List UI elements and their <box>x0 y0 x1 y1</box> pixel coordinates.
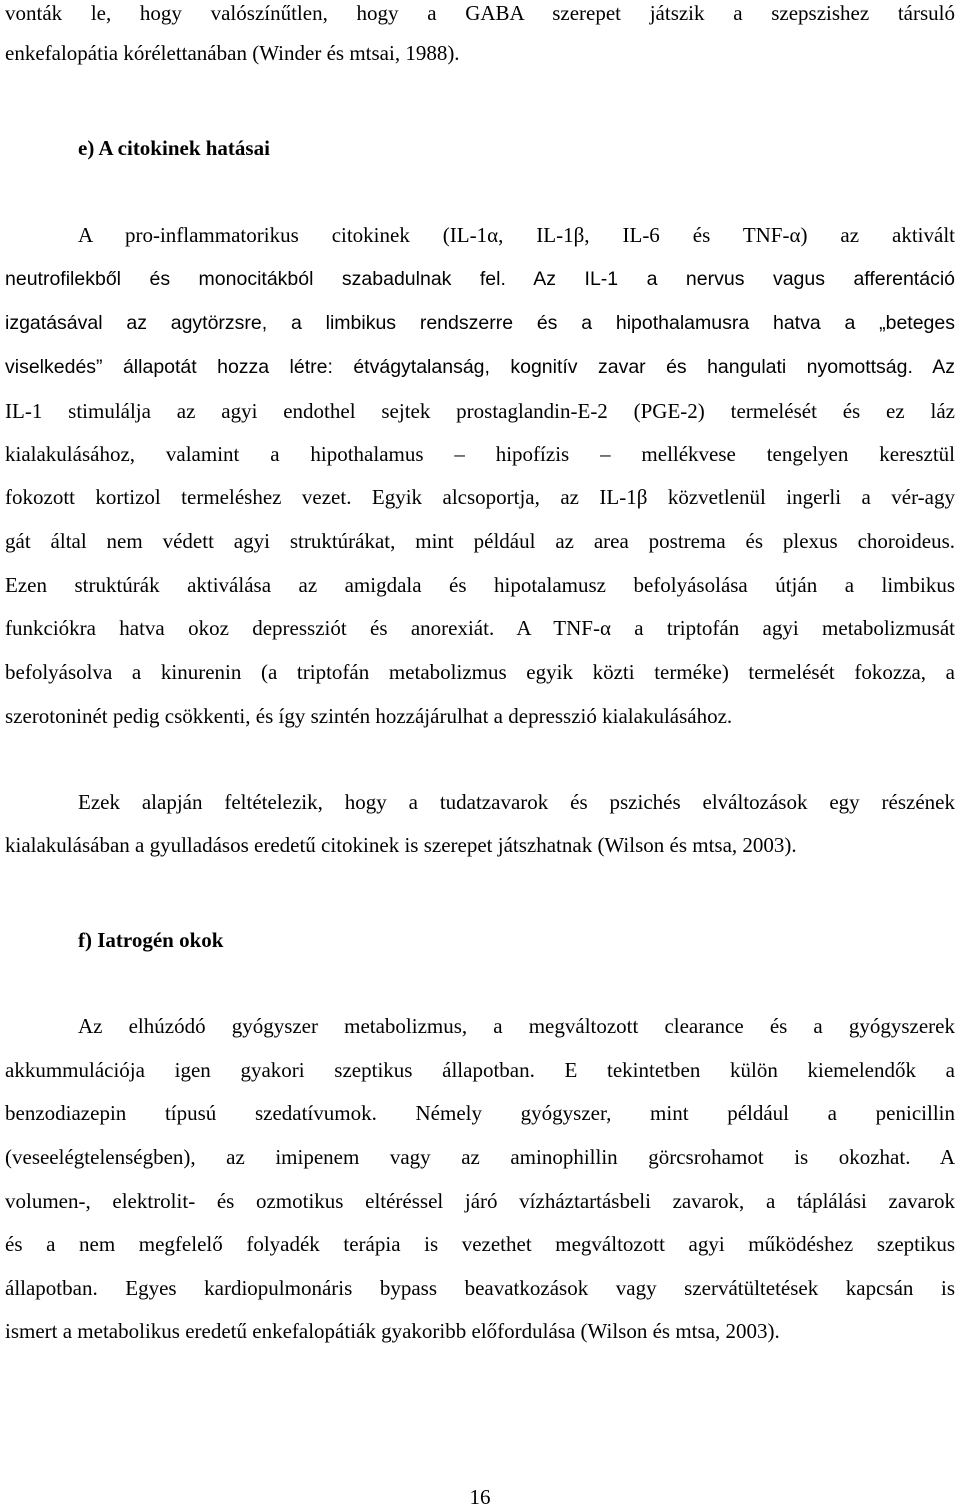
paragraph-line: neutrofilekből és monocitákból szabadulnak fel. Az IL-1 a nervus vagus afferentáció <box>5 268 955 290</box>
page-number: 16 <box>469 1485 491 1509</box>
paragraph-line: A pro-inflammatorikus citokinek (IL-1α, IL-1β, IL-6 és TNF-α) az aktivált <box>78 223 955 247</box>
paragraph-line: funkciókra hatva okoz depressziót és anorexiát. A TNF-α a triptofán agyi metabolizmusát <box>5 616 955 640</box>
paragraph-line: Ezen struktúrák aktiválása az amigdala és hipotalamusz befolyásolása útján a limbikus <box>5 573 955 597</box>
paragraph-line: fokozott kortizol termeléshez vezet. Egyik alcsoportja, az IL-1β közvetlenül ingerli a vér-agy <box>5 485 955 509</box>
paragraph-line: viselkedés” állapotát hozza létre: étvágytalanság, kognitív zavar és hangulati nyomottság. Az <box>5 356 955 378</box>
paragraph-line: vonták le, hogy valószínűtlen, hogy a GABA szerepet játszik a szepszishez társuló <box>5 1 955 25</box>
paragraph-line: kialakulásában a gyulladásos eredetű citokinek is szerepet játszhatnak (Wilson és mtsa, 2003). <box>5 833 797 857</box>
paragraph-line: kialakulásához, valamint a hipothalamus – hipofízis – mellékvese tengelyen keresztül <box>5 442 955 466</box>
paragraph-line: szerotoninét pedig csökkenti, és így szintén hozzájárulhat a depresszió kialakulásához. <box>5 704 733 728</box>
paragraph-line: enkefalopátia kórélettanában (Winder és mtsai, 1988). <box>5 41 460 65</box>
paragraph-line: volumen-, elektrolit- és ozmotikus eltéréssel járó vízháztartásbeli zavarok, a táplálási zavarok <box>5 1189 955 1213</box>
paragraph-line: befolyásolva a kinurenin (a triptofán metabolizmus egyik közti terméke) termelését fokozza, a <box>5 660 955 684</box>
paragraph-line: IL-1 stimulálja az agyi endothel sejtek prostaglandin-E-2 (PGE-2) termelését és ez láz <box>5 399 955 423</box>
paragraph-line: benzodiazepin típusú szedatívumok. Némely gyógyszer, mint például a penicillin <box>5 1101 955 1125</box>
paragraph-line: és a nem megfelelő folyadék terápia is vezethet megváltozott agyi működéshez szeptikus <box>5 1232 955 1256</box>
paragraph-line: állapotban. Egyes kardiopulmonáris bypass beavatkozások vagy szervátültetések kapcsán is <box>5 1276 955 1300</box>
paragraph-line: akkummulációja igen gyakori szeptikus állapotban. E tekintetben külön kiemelendők a <box>5 1058 955 1082</box>
paragraph-line: Az elhúzódó gyógyszer metabolizmus, a megváltozott clearance és a gyógyszerek <box>78 1014 955 1038</box>
paragraph-line: izgatásával az agytörzsre, a limbikus rendszerre és a hipothalamusra hatva a „beteges <box>5 312 955 334</box>
paragraph-line: ismert a metabolikus eredetű enkefalopátiák gyakoribb előfordulása (Wilson és mtsa, 2003). <box>5 1319 780 1343</box>
paragraph-line: (veseelégtelenségben), az imipenem vagy az aminophillin görcsrohamot is okozhat. A <box>5 1145 955 1169</box>
paragraph-line: gát által nem védett agyi struktúrákat, mint például az area postrema és plexus choroideus. <box>5 529 955 553</box>
section-heading-e: e) A citokinek hatásai <box>78 136 270 160</box>
section-heading-f: f) Iatrogén okok <box>78 928 224 952</box>
paragraph-line: Ezek alapján feltételezik, hogy a tudatzavarok és pszichés elváltozások egy részének <box>78 790 955 814</box>
